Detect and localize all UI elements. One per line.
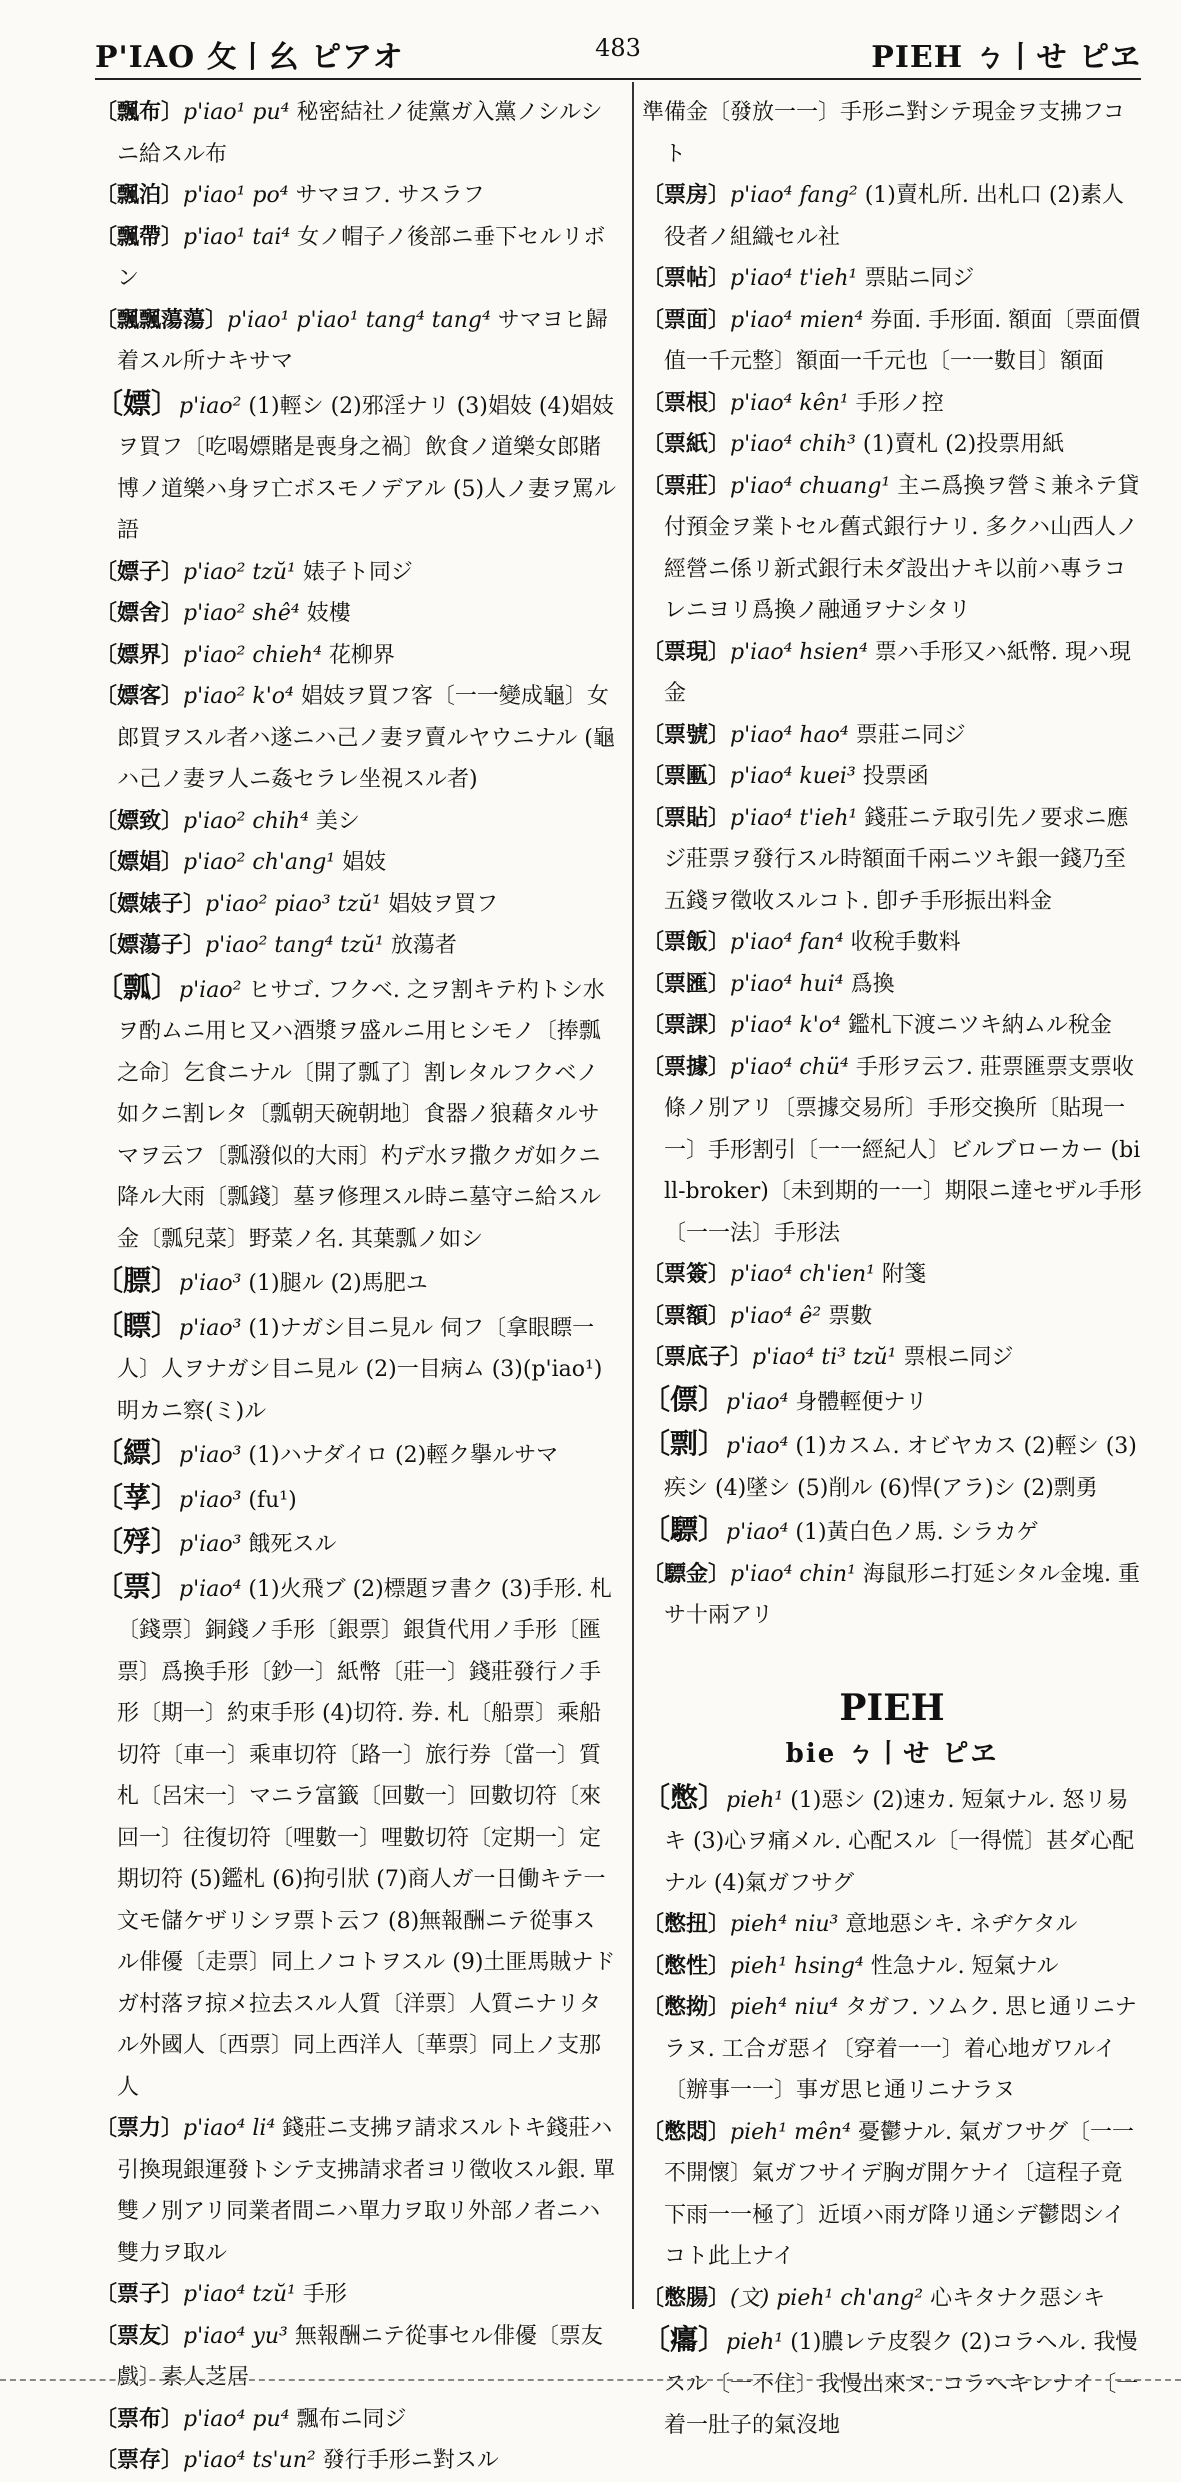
entry-definition: 秘密結社ノ徒黨ガ入黨ノシルシニ給スル布 bbox=[117, 100, 603, 167]
entry-term: 〔 殍 〕 bbox=[95, 1525, 179, 1558]
entry-romanization: p'iao³ bbox=[179, 1315, 242, 1341]
dictionary-entry bbox=[95, 92, 617, 175]
entry-term: 〔 票力 〕 bbox=[95, 2115, 183, 2141]
dictionary-entry bbox=[642, 1005, 1142, 1047]
dictionary-entry bbox=[95, 676, 617, 801]
dictionary-entry bbox=[642, 1554, 1142, 1637]
page-header bbox=[95, 18, 1141, 80]
entry-romanization: p'iao² k'o⁴ bbox=[183, 684, 294, 709]
dictionary-entry bbox=[642, 424, 1142, 466]
entry-romanization: p'iao⁴ chin¹ bbox=[730, 1561, 856, 1587]
entry-definition: (1)黃白色ノ馬. シラカゲ bbox=[795, 1520, 1039, 1545]
dictionary-entry bbox=[95, 1305, 617, 1433]
entry-definition: (fu¹) bbox=[248, 1487, 297, 1513]
entry-term: 〔 飄帶 〕 bbox=[95, 224, 183, 250]
entry-definition: (1)賣札所. 出札口 (2)素人役者ノ組織セル社 bbox=[664, 183, 1125, 250]
dictionary-entry bbox=[95, 300, 617, 383]
dictionary-entry bbox=[95, 884, 617, 926]
entry-definition: 心キタナク惡シキ bbox=[930, 2285, 1105, 2311]
entry-romanization: pieh¹ hsing⁴ bbox=[730, 1953, 864, 1979]
entry-romanization: p'iao⁴ bbox=[179, 1576, 242, 1602]
entry-term: 〔 票子 〕 bbox=[95, 2281, 183, 2307]
entry-term: 〔 票額 〕 bbox=[642, 1303, 730, 1329]
header-right-headword: PIEH ㄅ丨せ ピヱ bbox=[871, 40, 1141, 75]
entry-term: 〔 憋扭 〕 bbox=[642, 1911, 730, 1937]
dictionary-entry bbox=[95, 217, 617, 300]
entry-definition: 票莊ニ同ジ bbox=[855, 722, 966, 748]
section-title: PIEH bbox=[839, 1686, 945, 1729]
dictionary-entry bbox=[95, 967, 617, 1261]
page-number: 483 bbox=[595, 34, 641, 62]
dictionary-entry bbox=[95, 2316, 617, 2399]
entry-definition: (1)腿ル (2)馬肥ユ bbox=[248, 1271, 428, 1296]
entry-romanization: p'iao¹ pu⁴ bbox=[183, 100, 290, 125]
entry-term: 〔 嫖界 〕 bbox=[95, 642, 183, 668]
entry-romanization: p'iao² ch'ang¹ bbox=[183, 850, 336, 875]
entry-term: 〔 票布 〕 bbox=[95, 2406, 183, 2432]
entry-definition: 放蕩者 bbox=[390, 933, 457, 958]
entry-term: 〔 票貼 〕 bbox=[642, 805, 730, 831]
entry-romanization: p'iao⁴ kuei³ bbox=[730, 764, 856, 789]
entry-term: 〔 嫖蕩子 〕 bbox=[95, 932, 205, 958]
dictionary-entry bbox=[642, 258, 1142, 300]
dictionary-entry bbox=[642, 1254, 1142, 1296]
entry-term: 〔 票友 〕 bbox=[95, 2323, 183, 2349]
entry-definition: 性急ナル. 短氣ナル bbox=[870, 1953, 1059, 1979]
entry-romanization: p'iao⁴ chih³ bbox=[730, 432, 856, 457]
dictionary-entry bbox=[642, 2112, 1142, 2278]
entry-term: 〔 憋腸 〕 bbox=[642, 2285, 730, 2311]
entry-romanization: pieh¹ mên⁴ bbox=[730, 2119, 852, 2145]
entry-term: 〔 票房 〕 bbox=[642, 182, 730, 208]
entry-romanization: p'iao² bbox=[179, 977, 242, 1003]
entry-term: 〔 飄飄蕩蕩 〕 bbox=[95, 307, 227, 333]
dictionary-entry bbox=[95, 2274, 617, 2316]
dictionary-entry bbox=[642, 1047, 1142, 1255]
entry-romanization: p'iao⁴ hao⁴ bbox=[730, 722, 849, 748]
entry-definition: サマヨヒ歸着スル所ナキサマ bbox=[117, 307, 608, 374]
entry-definition: 女ノ帽子ノ後部ニ垂下セルリボン bbox=[117, 224, 606, 291]
entry-romanization: p'iao² shê⁴ bbox=[183, 601, 300, 626]
entry-romanization: pieh¹ bbox=[726, 1787, 784, 1813]
entry-definition: 票ハ手形又ハ紙幣. 現ハ現金 bbox=[664, 639, 1131, 706]
entry-definition: 娼妓ヲ買フ bbox=[388, 891, 499, 917]
entry-term: 〔 嫖致 〕 bbox=[95, 808, 183, 834]
entry-romanization: p'iao² tang⁴ tzŭ¹ bbox=[205, 933, 384, 958]
footer-rule bbox=[0, 2379, 1181, 2381]
entry-romanization: (文) pieh¹ ch'ang² bbox=[730, 2285, 924, 2311]
entry-term: 〔 飄布 〕 bbox=[95, 99, 183, 125]
entry-definition: ヒサゴ. フクベ. 之ヲ割キテ杓トシ水ヲ酌ムニ用ヒ又ハ酒漿ヲ盛ルニ用ヒシモノ〔捧瓢之命〕乞食ニナル〔開了瓢了〕割レタルフクベノ如クニ割レタ〔瓢朝天碗朝地〕食器ノ狼藉タルサマヲ云フ〔瓢潑似的大雨〕杓デ水ヲ撒クガ如クニ降ル大雨〔瓢錢〕墓ヲ修理スル時ニ墓守ニ給スル金〔瓢兒菜〕野菜ノ名. 其葉瓢ノ如シ bbox=[117, 977, 605, 1252]
entry-romanization: p'iao⁴ fang² bbox=[730, 183, 858, 208]
entry-definition: 餓死スル bbox=[248, 1532, 337, 1557]
dictionary-entry bbox=[95, 801, 617, 843]
dictionary-entry bbox=[642, 798, 1142, 923]
entry-definition: 票根ニ同ジ bbox=[903, 1345, 1014, 1370]
dictionary-entry bbox=[642, 175, 1142, 258]
entry-term: 〔 驃 〕 bbox=[642, 1513, 726, 1546]
entry-term: 〔 瞟 〕 bbox=[95, 1309, 179, 1342]
entry-term: 〔 驃金 〕 bbox=[642, 1561, 730, 1587]
entry-romanization: p'iao⁴ bbox=[726, 1520, 789, 1545]
entry-term: 〔 票現 〕 bbox=[642, 639, 730, 665]
entry-definition: 無報酬ニテ從事セル俳優〔票友戲〕素人芝居 bbox=[117, 2323, 603, 2390]
entry-romanization: p'iao⁴ t'ieh¹ bbox=[730, 266, 858, 291]
entry-definition: (1)惡シ (2)速カ. 短氣ナル. 怒リ易キ (3)心ヲ痛メル. 心配スル〔一得慌〕甚ダ心配ナル (4)氣ガフサグ bbox=[664, 1787, 1135, 1896]
entry-definition: 鑑札下渡ニツキ納ムル稅金 bbox=[847, 1013, 1112, 1038]
entry-term: 〔 嫖客 〕 bbox=[95, 683, 183, 709]
entry-definition: 準備金〔發放一一〕手形ニ對シテ現金ヲ支拂フコト bbox=[642, 100, 1125, 167]
entry-definition: 婊子ト同ジ bbox=[302, 559, 413, 585]
entry-romanization: p'iao³ bbox=[179, 1487, 242, 1513]
entry-definition: 手形ノ控 bbox=[855, 390, 944, 416]
entry-term: 〔 嫖舍 〕 bbox=[95, 600, 183, 626]
dictionary-entry bbox=[642, 1296, 1142, 1338]
entry-term: 〔 縹 〕 bbox=[95, 1436, 179, 1469]
entry-term: 〔 嫖娼 〕 bbox=[95, 849, 183, 875]
entry-definition: (1)ハナダイロ (2)輕ク擧ルサマ bbox=[248, 1443, 559, 1468]
entry-term: 〔 剽 〕 bbox=[642, 1427, 726, 1460]
entry-definition: タガフ. ソムク. 思ヒ通リニナラヌ. 工合ガ惡イ〔穿着一一〕着心地ガワルイ〔辦事一一〕事ガ思ヒ通リニナラヌ bbox=[664, 1995, 1137, 2103]
entry-definition: 憂鬱ナル. 氣ガフサグ〔一一不開懷〕氣ガフサイデ胸ガ開ケナイ〔這程子竟下雨一一極了〕近頃ハ雨ガ降リ通シデ鬱悶シイコト此上ナイ bbox=[664, 2119, 1135, 2269]
entry-romanization: p'iao⁴ li⁴ bbox=[183, 2116, 276, 2141]
entry-romanization: pieh¹ bbox=[726, 2330, 784, 2355]
entry-definition: (1)膿レテ皮裂ク (2)コラヘル. 我慢スル〔一不住〕我慢出來ヌ. コラヘキレナイ〔一着一肚子的氣沒地 bbox=[664, 2330, 1139, 2438]
entry-romanization: p'iao⁴ k'o⁴ bbox=[730, 1013, 841, 1038]
entry-romanization: p'iao² piao³ tzŭ¹ bbox=[205, 891, 382, 917]
entry-definition: 發行手形ニ對スル bbox=[322, 2448, 499, 2473]
entry-term: 〔 癟 〕 bbox=[642, 2323, 726, 2356]
entry-definition: 爲換 bbox=[850, 971, 895, 997]
dictionary-entry bbox=[642, 1509, 1142, 1554]
entry-romanization: p'iao⁴ fan⁴ bbox=[730, 930, 844, 955]
entry-definition: (1)火飛ブ (2)標題ヲ書ク (3)手形. 札〔錢票〕銅錢ノ手形〔銀票〕銀貨代用ノ手形〔匯票〕爲換手形〔鈔一〕紙幣〔莊一〕錢莊發行ノ手形〔期一〕約束手形 (4)切符. 券. 札〔船票〕乘船切符〔車一〕乘車切符〔路一〕旅行券〔當一〕質札〔呂宋一〕マニラ富籤〔回數一〕回數切符〔來回一〕往復切符〔哩數一〕哩數切符〔定期一〕定期切符 (5)鑑札 (6)拘引狀 (7)商人ガ一日働キテ一文モ儲ケザリシヲ票ト云フ (8)無報酬ニテ從事スル俳優〔走票〕同上ノコトヲスル (9)土匪馬賊ナドガ村落ヲ掠メ拉去スル人質〔洋票〕人質ニナリタル外國人〔西票〕同上西洋人〔華票〕同上ノ支那人 bbox=[117, 1576, 616, 2100]
entry-romanization: p'iao² chih⁴ bbox=[183, 808, 309, 834]
dictionary-entry bbox=[95, 1566, 617, 2109]
entry-term: 〔 嫖子 〕 bbox=[95, 559, 183, 585]
entry-romanization: p'iao⁴ chuang¹ bbox=[730, 473, 891, 499]
dictionary-entry bbox=[642, 1423, 1142, 1509]
entry-term: 〔 憋性 〕 bbox=[642, 1953, 730, 1979]
entry-term: 〔 僄 〕 bbox=[642, 1383, 726, 1416]
entry-term: 〔 票帖 〕 bbox=[642, 265, 730, 291]
entry-definition: 錢莊ニ支拂ヲ請求スルトキ錢莊ハ引換現銀運發トシテ支拂請求者ヨリ徵收スル銀. 單雙ノ別アリ同業者間ニハ單力ヲ取リ外部ノ者ニハ雙力ヲ取ル bbox=[117, 2116, 615, 2266]
entry-term: 〔 票號 〕 bbox=[642, 722, 730, 748]
dictionary-entry bbox=[642, 1904, 1142, 1946]
entry-definition: 票貼ニ同ジ bbox=[864, 266, 975, 291]
entry-romanization: p'iao² chieh⁴ bbox=[183, 642, 322, 668]
section-subtitle: bie ㄅ丨せ ピヱ bbox=[785, 1738, 999, 1769]
entry-definition: (1)輕シ (2)邪淫ナリ (3)娼妓 (4)娼妓ヲ買フ〔吃喝嫖賭是喪身之禍〕飲食ノ道樂女郎賭博ノ道樂ハ身ヲ亡ボスモノデアル (5)人ノ妻ヲ罵ル語 bbox=[117, 393, 617, 543]
dictionary-entry bbox=[642, 756, 1142, 798]
entry-romanization: p'iao⁴ hui⁴ bbox=[730, 971, 844, 997]
entry-term: 〔 票 〕 bbox=[95, 1570, 179, 1603]
dictionary-entry bbox=[642, 715, 1142, 757]
right-column-entries bbox=[642, 92, 1142, 1637]
entry-term: 〔 票莊 〕 bbox=[642, 473, 730, 499]
entry-term: 〔 瓢 〕 bbox=[95, 971, 179, 1004]
entry-romanization: p'iao² tzŭ¹ bbox=[183, 559, 296, 585]
entry-term: 〔 憋悶 〕 bbox=[642, 2119, 730, 2145]
entry-definition: 海鼠形ニ打延シタル金塊. 重サ十兩アリ bbox=[664, 1561, 1141, 1628]
entry-definition: 主ニ爲換ヲ營ミ兼ネテ貸付預金ヲ業トセル舊式銀行ナリ. 多クハ山西人ノ經營ニ係リ新式銀行未ダ設出ナキ以前ハ專ラコレニヨリ爲換ノ融通ヲナシタリ bbox=[664, 473, 1140, 623]
dictionary-entry bbox=[642, 2319, 1142, 2447]
entry-term: 〔 憋拗 〕 bbox=[642, 1994, 730, 2020]
entry-romanization: p'iao⁴ ê² bbox=[730, 1303, 822, 1329]
dictionary-entry bbox=[642, 92, 1142, 175]
dictionary-entry bbox=[642, 466, 1142, 632]
entry-romanization: p'iao⁴ chü⁴ bbox=[730, 1054, 849, 1080]
entry-romanization: p'iao¹ po⁴ bbox=[183, 183, 289, 208]
dictionary-entry bbox=[642, 1777, 1142, 1905]
dictionary-entry bbox=[642, 964, 1142, 1006]
entry-definition: 意地惡シキ. ネヂケタル bbox=[845, 1912, 1078, 1937]
entry-romanization: p'iao⁴ bbox=[726, 1389, 789, 1415]
dictionary-entry bbox=[95, 1477, 617, 1522]
dictionary-entry bbox=[95, 552, 617, 594]
entry-term: 〔 票課 〕 bbox=[642, 1012, 730, 1038]
entry-definition: 附箋 bbox=[881, 1262, 926, 1287]
dictionary-entry bbox=[642, 300, 1142, 383]
dictionary-entry bbox=[95, 2440, 617, 2482]
entry-romanization: p'iao⁴ t'ieh¹ bbox=[730, 805, 858, 831]
entry-romanization: p'iao³ bbox=[179, 1443, 242, 1468]
entry-romanization: p'iao⁴ pu⁴ bbox=[183, 2406, 290, 2432]
entry-romanization: p'iao⁴ bbox=[726, 1434, 789, 1459]
entry-term: 〔 嫖 〕 bbox=[95, 387, 179, 420]
dictionary-entry bbox=[95, 842, 617, 884]
entry-romanization: p'iao¹ tai⁴ bbox=[183, 224, 291, 250]
entry-definition: (1)カスム. オビヤカス (2)輕シ (3)疾シ (4)墜シ (5)削ル (6)悍(アラ)シ (2)剽勇 bbox=[664, 1434, 1137, 1501]
entry-definition: (1)ナガシ目ニ見ル 伺フ〔拿眼瞟一人〕人ヲナガシ目ニ見ル (2)一目病ム (3)(p'iao¹)明カニ察(ミ)ル bbox=[117, 1315, 603, 1424]
dictionary-entry bbox=[95, 925, 617, 967]
entry-term: 〔 票簽 〕 bbox=[642, 1261, 730, 1287]
entry-definition: (1)賣札 (2)投票用紙 bbox=[862, 432, 1065, 457]
entry-term: 〔 票匭 〕 bbox=[642, 763, 730, 789]
entry-definition: 券面. 手形面. 額面〔票面價值一千元整〕額面一千元也〔一一數目〕額面 bbox=[664, 307, 1141, 374]
dictionary-entry bbox=[95, 2399, 617, 2441]
dictionary-entry bbox=[642, 1337, 1142, 1379]
dictionary-entry bbox=[642, 383, 1142, 425]
entry-definition: サマヨフ. サスラフ bbox=[295, 183, 485, 208]
entry-definition: 飄布ニ同ジ bbox=[296, 2406, 407, 2432]
header-left-headword: P'IAO 攵丨幺 ピアオ bbox=[95, 40, 404, 75]
entry-romanization: p'iao⁴ ts'un² bbox=[183, 2448, 316, 2473]
entry-definition: 娼妓ヲ買フ客〔一一變成龜〕女郎買ヲスル者ハ遂ニハ己ノ妻ヲ賣ルヤウニナル (龜ハ己ノ妻ヲ人ニ姦セラレ坐視スル者) bbox=[117, 684, 615, 792]
dictionary-entry bbox=[642, 1379, 1142, 1424]
entry-romanization: p'iao³ bbox=[179, 1271, 242, 1296]
entry-definition: 錢莊ニテ取引先ノ要求ニ應ジ莊票ヲ發行スル時額面千兩ニツキ銀一錢乃至五錢ヲ徵收スルコト. 卽チ手形振出料金 bbox=[664, 805, 1129, 914]
column-divider bbox=[632, 82, 634, 2309]
entry-term: 〔 票據 〕 bbox=[642, 1054, 730, 1080]
dictionary-entry bbox=[642, 1987, 1142, 2112]
entry-romanization: p'iao⁴ mien⁴ bbox=[730, 307, 864, 333]
entry-term: 〔 飄泊 〕 bbox=[95, 182, 183, 208]
entry-term: 〔 票存 〕 bbox=[95, 2447, 183, 2473]
entry-romanization: p'iao⁴ tzŭ¹ bbox=[183, 2282, 296, 2307]
entry-term: 〔 嫖婊子 〕 bbox=[95, 891, 205, 917]
left-column bbox=[95, 92, 617, 2482]
entry-term: 〔 莩 〕 bbox=[95, 1481, 179, 1514]
dictionary-entry bbox=[95, 1521, 617, 1566]
section-heading bbox=[642, 1683, 1142, 1775]
dictionary-entry bbox=[95, 383, 617, 552]
entry-romanization: p'iao⁴ yu³ bbox=[183, 2323, 288, 2349]
entry-romanization: p'iao³ bbox=[179, 1532, 242, 1557]
entry-term: 〔 膘 〕 bbox=[95, 1264, 179, 1297]
entry-romanization: pieh⁴ niu³ bbox=[730, 1912, 839, 1937]
entry-definition: 妓樓 bbox=[306, 601, 351, 626]
right-column bbox=[642, 92, 1142, 2447]
entry-term: 〔 票紙 〕 bbox=[642, 431, 730, 457]
entry-term: 〔 票飯 〕 bbox=[642, 929, 730, 955]
entry-term: 〔 票匯 〕 bbox=[642, 971, 730, 997]
dictionary-entry bbox=[642, 2278, 1142, 2320]
dictionary-entry bbox=[642, 922, 1142, 964]
entry-romanization: pieh⁴ niu⁴ bbox=[730, 1995, 839, 2020]
entry-romanization: p'iao⁴ kên¹ bbox=[730, 390, 849, 416]
entry-definition: 票數 bbox=[828, 1303, 873, 1329]
dictionary-entry bbox=[95, 1260, 617, 1305]
dictionary-entry bbox=[642, 1946, 1142, 1988]
entry-term: 〔 票根 〕 bbox=[642, 390, 730, 416]
entry-definition: 投票函 bbox=[862, 764, 929, 789]
entry-romanization: p'iao¹ p'iao¹ tang⁴ tang⁴ bbox=[227, 307, 491, 333]
dictionary-entry bbox=[95, 635, 617, 677]
entry-definition: 身體輕便ナリ bbox=[795, 1389, 928, 1415]
entry-romanization: p'iao⁴ hsien⁴ bbox=[730, 639, 868, 665]
dictionary-entry bbox=[95, 593, 617, 635]
entry-definition: 手形 bbox=[302, 2282, 347, 2307]
entry-definition: 收稅手數料 bbox=[850, 930, 961, 955]
section-entries bbox=[642, 1777, 1142, 2447]
entry-definition: 手形ヲ云フ. 莊票匯票支票收條ノ別アリ〔票據交易所〕手形交換所〔貼現一一〕手形割引〔一一經紀人〕ビルブローカー (bill-broker)〔未到期的一一〕期限ニ達セザル手形〔一一法〕手形法 bbox=[664, 1054, 1142, 1246]
entry-term: 〔 票面 〕 bbox=[642, 307, 730, 333]
entry-definition: 娼妓 bbox=[342, 850, 387, 875]
entry-romanization: p'iao² bbox=[179, 393, 242, 419]
entry-term: 〔 憋 〕 bbox=[642, 1781, 726, 1814]
entry-term: 〔 票底子 〕 bbox=[642, 1344, 752, 1370]
dictionary-entry bbox=[95, 175, 617, 217]
entry-definition: 美シ bbox=[315, 808, 360, 834]
dictionary-entry bbox=[642, 632, 1142, 715]
entry-romanization: p'iao⁴ ch'ien¹ bbox=[730, 1262, 875, 1287]
dictionary-entry bbox=[95, 2108, 617, 2274]
entry-definition: 花柳界 bbox=[328, 642, 395, 668]
dictionary-entry bbox=[95, 1432, 617, 1477]
entry-romanization: p'iao⁴ ti³ tzŭ¹ bbox=[752, 1345, 897, 1370]
